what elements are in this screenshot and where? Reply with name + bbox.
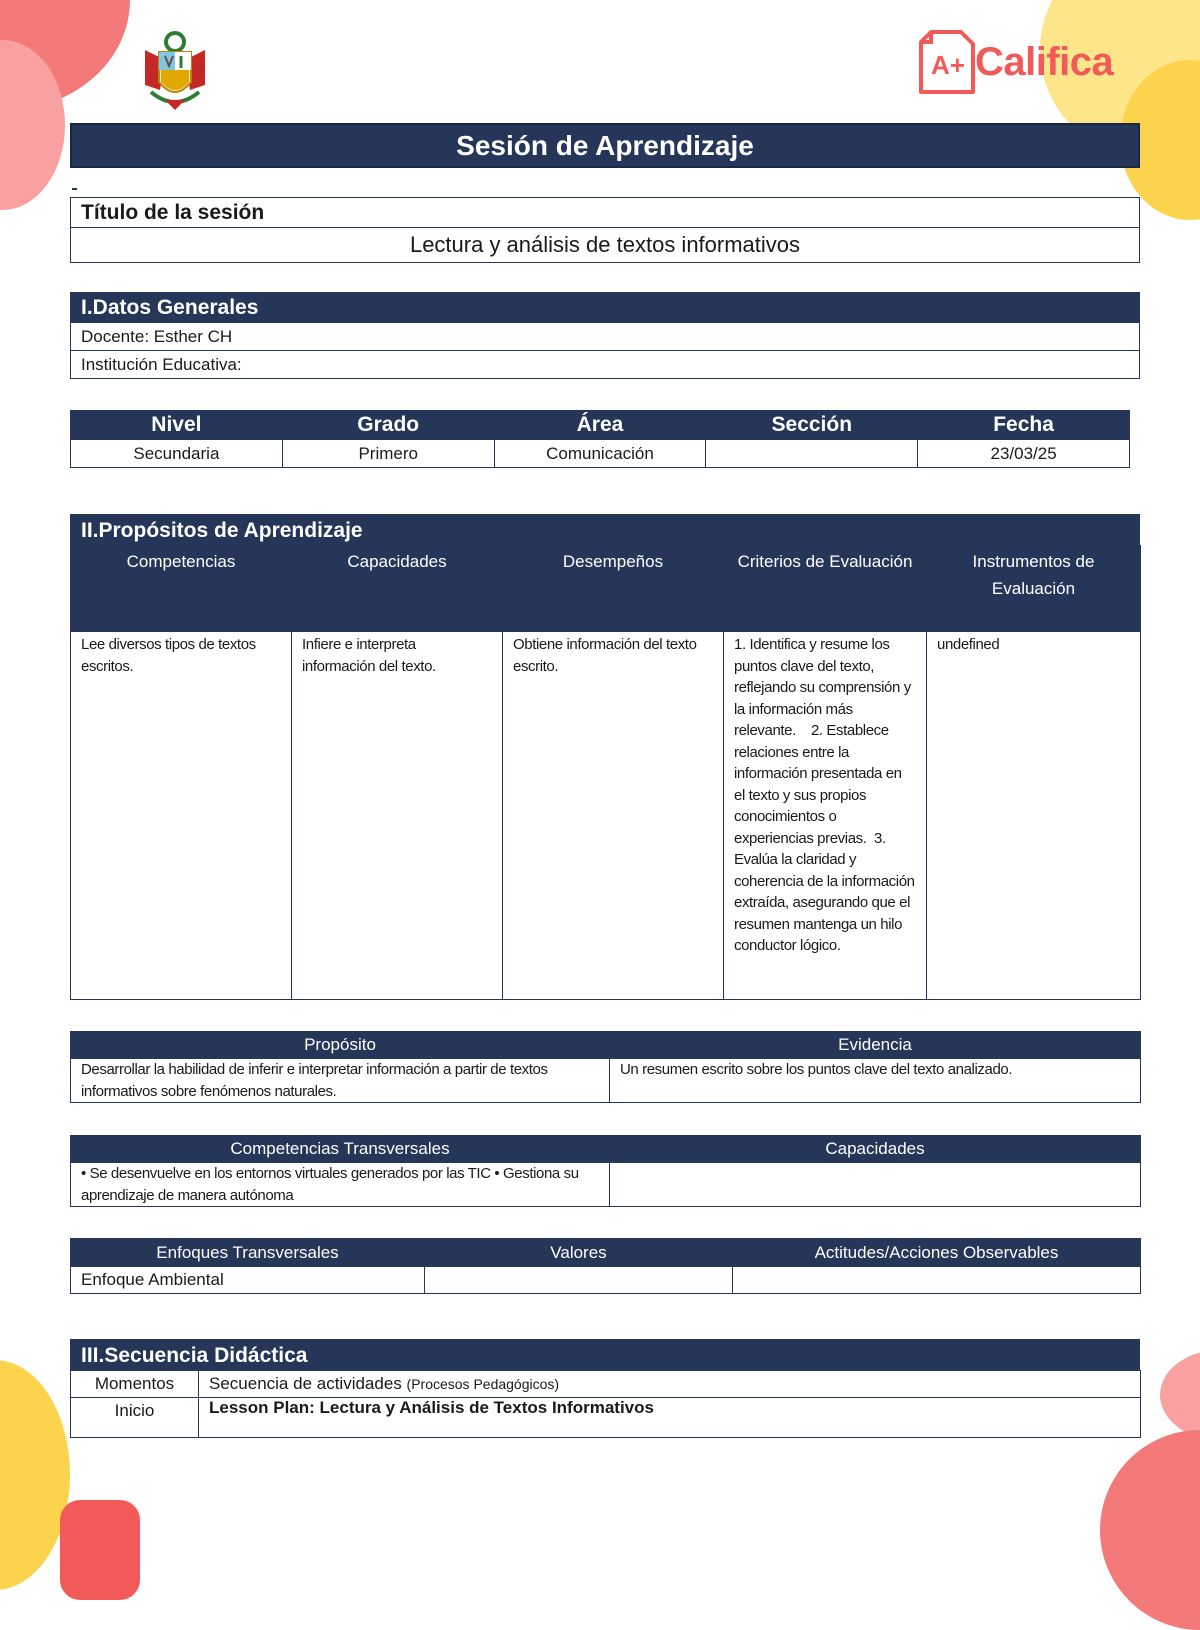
propositos-heading: II.Propósitos de Aprendizaje [70,514,1140,545]
cell-evidencia: Un resumen escrito sobre los puntos clave del texto analizado. [610,1059,1141,1103]
cell-seccion [706,440,918,468]
session-title-value: Lectura y análisis de textos informativos [409,232,801,257]
page-title: Sesión de Aprendizaje [456,130,754,161]
cell-competencias-transversales: • Se desenvuelve en los entornos virtuales generados por las TIC • Gestiona su aprendizaje de manera autónoma [71,1163,610,1207]
docente-label: Docente: [81,327,150,346]
col-desempenos: Desempeños [503,546,724,632]
decor-blob-bottom-left-2 [60,1500,140,1600]
cell-fecha: 23/03/25 [918,440,1130,468]
col-secuencia [199,1371,1141,1398]
col-nivel: Nivel [71,411,283,440]
secuencia-section [70,1339,1140,1438]
califica-logo [917,28,1132,100]
cell-capacidad: Infiere e interpreta información del texto. [292,632,503,1000]
cell-criterios: 1. Identifica y resume los puntos clave del texto, reflejando su comprensión y la información más relevante. 2. Establece relaciones entre la información presentada en el texto y sus propios conocimientos o experiencias previas. 3. Evalúa la claridad y coherencia de la información extraída, asegurando que el resumen mantenga un hilo conductor lógico. [724,632,927,1000]
col-criterios: Criterios de Evaluación [724,546,927,632]
docente-row [71,323,1139,351]
cell-valores [425,1267,733,1294]
datos-generales-section [70,292,1140,379]
decor-blob-bottom-right-2 [1100,1430,1200,1630]
col-proposito: Propósito [71,1032,610,1059]
coat-of-arms-logo [135,30,215,110]
cell-competencia: Lee diversos tipos de textos escritos. [71,632,292,1000]
secuencia-header-sub: (Procesos Pedagógicos) [406,1376,560,1392]
cell-capacidades-transversales [610,1163,1141,1207]
cell-momento: Inicio [71,1398,199,1438]
col-competencias: Competencias [71,546,292,632]
logo-brand: Califica [975,40,1114,84]
col-grado: Grado [282,411,494,440]
enfoques-table [70,1238,1140,1294]
competencias-transversales-table [70,1135,1140,1207]
col-evidencia: Evidencia [610,1032,1141,1059]
cell-instrumentos: undefined [927,632,1141,1000]
cell-nivel: Secundaria [71,440,283,468]
secuencia-header-label: Secuencia de actividades [209,1374,402,1393]
cell-area: Comunicación [494,440,706,468]
proposito-evidencia-table [70,1031,1140,1103]
col-fecha: Fecha [918,411,1130,440]
docente-value: Esther CH [153,327,233,346]
session-title-box [70,197,1140,263]
cell-actividad: Lesson Plan: Lectura y Análisis de Textos Informativos [199,1398,1141,1438]
col-valores: Valores [425,1239,733,1267]
session-title-label: Título de la sesión [71,198,1139,228]
col-area: Área [494,411,706,440]
secuencia-heading: III.Secuencia Didáctica [70,1339,1140,1370]
page-title-bar [70,123,1140,168]
datos-generales-heading: I.Datos Generales [71,293,1139,323]
col-capacidades-transversales: Capacidades [610,1136,1141,1163]
cell-desempeno: Obtiene información del texto escrito. [503,632,724,1000]
col-instrumentos: Instrumentos de Evaluación [927,546,1141,632]
cell-actitudes [733,1267,1141,1294]
col-actitudes: Actitudes/Acciones Observables [733,1239,1141,1267]
cell-enfoque: Enfoque Ambiental [71,1267,425,1294]
col-enfoques: Enfoques Transversales [71,1239,425,1267]
col-competencias-transversales: Competencias Transversales [71,1136,610,1163]
institucion-row [71,351,1139,378]
institucion-label: Institución Educativa: [81,355,242,374]
logo-badge: A+ [931,50,965,80]
col-capacidades: Capacidades [292,546,503,632]
propositos-section [70,514,1140,1000]
cell-grado: Primero [282,440,494,468]
info-table [70,410,1130,468]
decor-blob-bottom-right [1160,1350,1200,1440]
cell-proposito: Desarrollar la habilidad de inferir e interpretar información a partir de textos informativos sobre fenómenos naturales. [71,1059,610,1103]
tiny-mark [72,188,77,190]
col-seccion: Sección [706,411,918,440]
col-momentos: Momentos [71,1371,199,1398]
